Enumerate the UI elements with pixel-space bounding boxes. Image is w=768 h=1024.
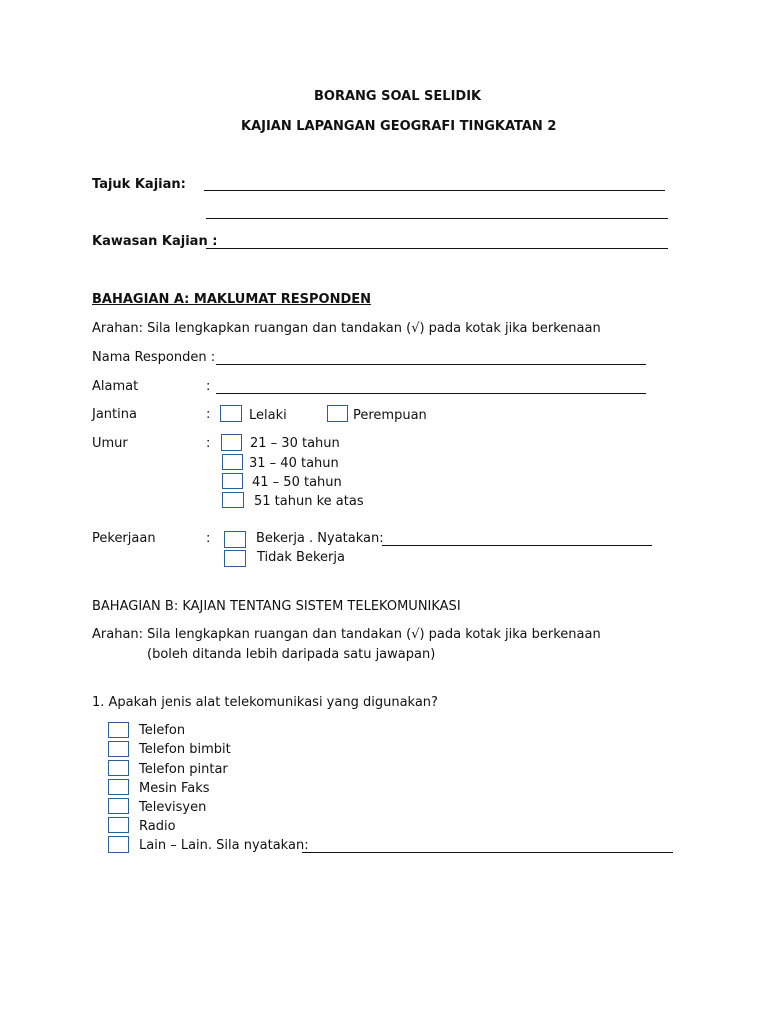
tajuk-kajian-label: Tajuk Kajian: xyxy=(92,177,186,192)
checkbox-perempuan[interactable] xyxy=(327,405,348,422)
option-umur-41-50-label: 41 – 50 tahun xyxy=(252,475,342,490)
checkbox-mesin-faks[interactable] xyxy=(108,779,129,795)
umur-colon: : xyxy=(206,436,211,451)
kawasan-kajian-label: Kawasan Kajian : xyxy=(92,234,218,249)
pekerjaan-label: Pekerjaan xyxy=(92,531,156,546)
tajuk-kajian-field-line-2[interactable] xyxy=(206,218,668,219)
checkbox-umur-21-30[interactable] xyxy=(221,434,242,451)
nama-responden-field-line[interactable] xyxy=(216,364,646,365)
option-tidak-bekerja-label: Tidak Bekerja xyxy=(257,550,345,565)
nama-responden-label: Nama Responden : xyxy=(92,350,216,365)
checkbox-lelaki[interactable] xyxy=(220,405,242,422)
checkbox-tidak-bekerja[interactable] xyxy=(224,550,246,567)
option-umur-51-atas-label: 51 tahun ke atas xyxy=(254,494,364,509)
kawasan-kajian-field-line[interactable] xyxy=(206,248,668,249)
section-b-instruction-note: (boleh ditanda lebih daripada satu jawapan) xyxy=(147,647,436,662)
umur-label: Umur xyxy=(92,436,128,451)
jantina-colon: : xyxy=(206,407,211,422)
option-umur-21-30-label: 21 – 30 tahun xyxy=(250,436,340,451)
tajuk-kajian-field-line-1[interactable] xyxy=(204,190,665,191)
section-b-heading: BAHAGIAN B: KAJIAN TENTANG SISTEM TELEKOMUNIKASI xyxy=(92,599,461,614)
option-telefon-bimbit-label: Telefon bimbit xyxy=(139,742,231,757)
question-1: 1. Apakah jenis alat telekomunikasi yang digunakan? xyxy=(92,695,438,710)
option-radio-label: Radio xyxy=(139,819,176,834)
bekerja-nyatakan-field-line[interactable] xyxy=(382,545,652,546)
checkbox-umur-31-40[interactable] xyxy=(222,454,243,470)
checkbox-televisyen[interactable] xyxy=(108,798,129,814)
form-subtitle: KAJIAN LAPANGAN GEOGRAFI TINGKATAN 2 xyxy=(241,119,557,134)
alamat-colon: : xyxy=(206,379,211,394)
checkbox-umur-51-atas[interactable] xyxy=(222,492,244,508)
lain-lain-nyatakan-field-line[interactable] xyxy=(302,852,673,853)
checkbox-radio[interactable] xyxy=(108,817,129,833)
checkbox-umur-41-50[interactable] xyxy=(222,473,243,489)
form-title: BORANG SOAL SELIDIK xyxy=(314,89,482,104)
option-telefon-label: Telefon xyxy=(139,723,186,738)
pekerjaan-colon: : xyxy=(206,531,211,546)
option-mesin-faks-label: Mesin Faks xyxy=(139,781,210,796)
checkbox-lain-lain[interactable] xyxy=(108,836,129,853)
option-lelaki-label: Lelaki xyxy=(249,408,287,423)
checkbox-telefon-pintar[interactable] xyxy=(108,760,129,776)
option-lain-lain-label: Lain – Lain. Sila nyatakan: xyxy=(139,838,309,853)
section-a-heading: BAHAGIAN A: MAKLUMAT RESPONDEN xyxy=(92,292,372,307)
checkbox-telefon[interactable] xyxy=(108,722,129,738)
section-a-instruction: Arahan: Sila lengkapkan ruangan dan tandakan (√) pada kotak jika berkenaan xyxy=(92,321,601,336)
option-telefon-pintar-label: Telefon pintar xyxy=(139,762,228,777)
option-televisyen-label: Televisyen xyxy=(139,800,207,815)
checkbox-telefon-bimbit[interactable] xyxy=(108,741,129,757)
alamat-field-line[interactable] xyxy=(216,393,646,394)
option-perempuan-label: Perempuan xyxy=(353,408,427,423)
checkbox-bekerja[interactable] xyxy=(224,531,246,548)
alamat-label: Alamat xyxy=(92,379,139,394)
section-b-instruction: Arahan: Sila lengkapkan ruangan dan tandakan (√) pada kotak jika berkenaan xyxy=(92,627,601,642)
option-umur-31-40-label: 31 – 40 tahun xyxy=(249,456,339,471)
option-bekerja-label: Bekerja . Nyatakan: xyxy=(256,531,384,546)
jantina-label: Jantina xyxy=(92,407,137,422)
